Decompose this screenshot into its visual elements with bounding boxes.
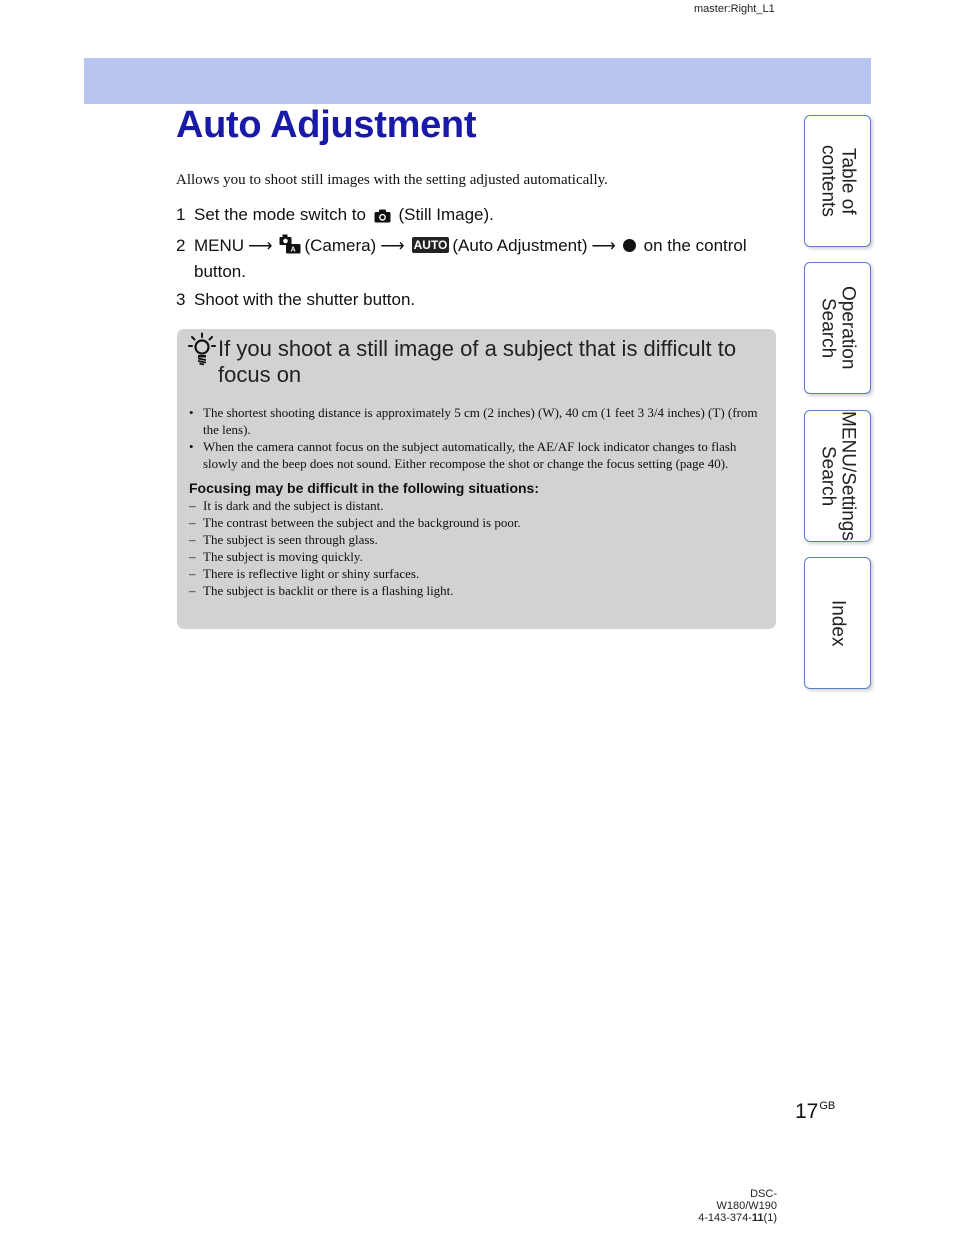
arrow-icon: ⟶ xyxy=(591,236,616,255)
situation-item: – The subject is moving quickly. xyxy=(189,549,363,564)
tab-menu-settings-search[interactable] xyxy=(804,410,871,542)
situation-item: – The subject is backlit or there is a flashing light. xyxy=(189,583,454,598)
bullet-text: When the camera cannot focus on the subject automatically, the AE/AF lock indicator changes to flash slowly and the beep does not sound. Either recompose the shot or change the focus setting (page 40). xyxy=(203,439,737,471)
model-name: DSC-W180/W190 xyxy=(716,1188,777,1212)
page-suffix: GB xyxy=(819,1100,836,1112)
tab-label: Table of contents xyxy=(817,145,859,217)
step-2 xyxy=(176,234,766,283)
header-band xyxy=(84,58,871,104)
tab-table-of-contents[interactable] xyxy=(804,115,871,247)
tab-index[interactable] xyxy=(804,557,871,689)
tab-operation-search[interactable] xyxy=(804,262,871,394)
model-code: 4-143-374-11(1) xyxy=(698,1212,777,1224)
page-number: $17^{GB}$ xyxy=(795,1100,836,1123)
situations-heading: Focusing may be difficult in the following situations: xyxy=(189,480,539,496)
step-text-end: (Still Image). xyxy=(398,205,494,224)
step-text: Set the mode switch to xyxy=(194,205,366,224)
still-camera-icon xyxy=(374,206,391,229)
steps-list xyxy=(176,203,766,316)
auto-icon: AUTO xyxy=(413,238,448,252)
center-button-icon xyxy=(623,239,636,252)
tip-title: If you shoot a still image of a subject that is difficult to focus on xyxy=(218,336,737,387)
step-text: Shoot with the shutter button. xyxy=(194,290,416,309)
step-number: 1 xyxy=(176,205,186,224)
tab-label: MENU/Settings Search xyxy=(817,411,859,541)
lightbulb-icon xyxy=(188,332,216,371)
step-number: 2 xyxy=(176,236,186,255)
intro-text: Allows you to shoot still images with the setting adjusted automatically. xyxy=(176,172,608,188)
tip-box xyxy=(177,329,776,629)
control-label: on the control button. xyxy=(194,236,747,281)
step-number: 3 xyxy=(176,290,186,309)
tab-label: Index xyxy=(827,599,849,647)
bullet-text: The shortest shooting distance is approximately 5 cm (2 inches) (W), 40 cm (1 feet 3 3/4 inches) (T) (from the lens). xyxy=(203,405,758,437)
svg-text:A: A xyxy=(291,246,297,254)
situation-item: – It is dark and the subject is distant. xyxy=(189,498,384,513)
arrow-icon: ⟶ xyxy=(380,236,405,255)
tip-body xyxy=(189,404,764,599)
model-info xyxy=(690,1188,777,1224)
menu-label: MENU xyxy=(194,236,245,255)
page-title: Auto Adjustment xyxy=(176,104,477,146)
step-3 xyxy=(176,288,766,311)
camera-auto-icon xyxy=(279,234,301,260)
situation-item: – There is reflective light or shiny surfaces. xyxy=(189,566,420,581)
master-label: master:Right_L1 xyxy=(694,3,775,15)
tip-bullet: • When the camera cannot focus on the subject automatically, the AE/AF lock indicator changes to flash slowly and the beep does not sound. Either recompose the shot or change the focus setting (page 40). xyxy=(189,438,764,472)
situation-item: – The subject is seen through glass. xyxy=(189,532,378,547)
camera-label: (Camera) xyxy=(304,236,377,255)
step-1 xyxy=(176,203,766,229)
situation-item: – The contrast between the subject and the background is poor. xyxy=(189,515,521,530)
tip-bullet: • The shortest shooting distance is approximately 5 cm (2 inches) (W), 40 cm (1 feet 3 3/4 inches) (T) (from the lens). xyxy=(189,404,764,438)
tab-label: Operation Search xyxy=(817,286,859,370)
arrow-icon: ⟶ xyxy=(248,236,273,255)
auto-adjustment-label: (Auto Adjustment) xyxy=(452,236,588,255)
